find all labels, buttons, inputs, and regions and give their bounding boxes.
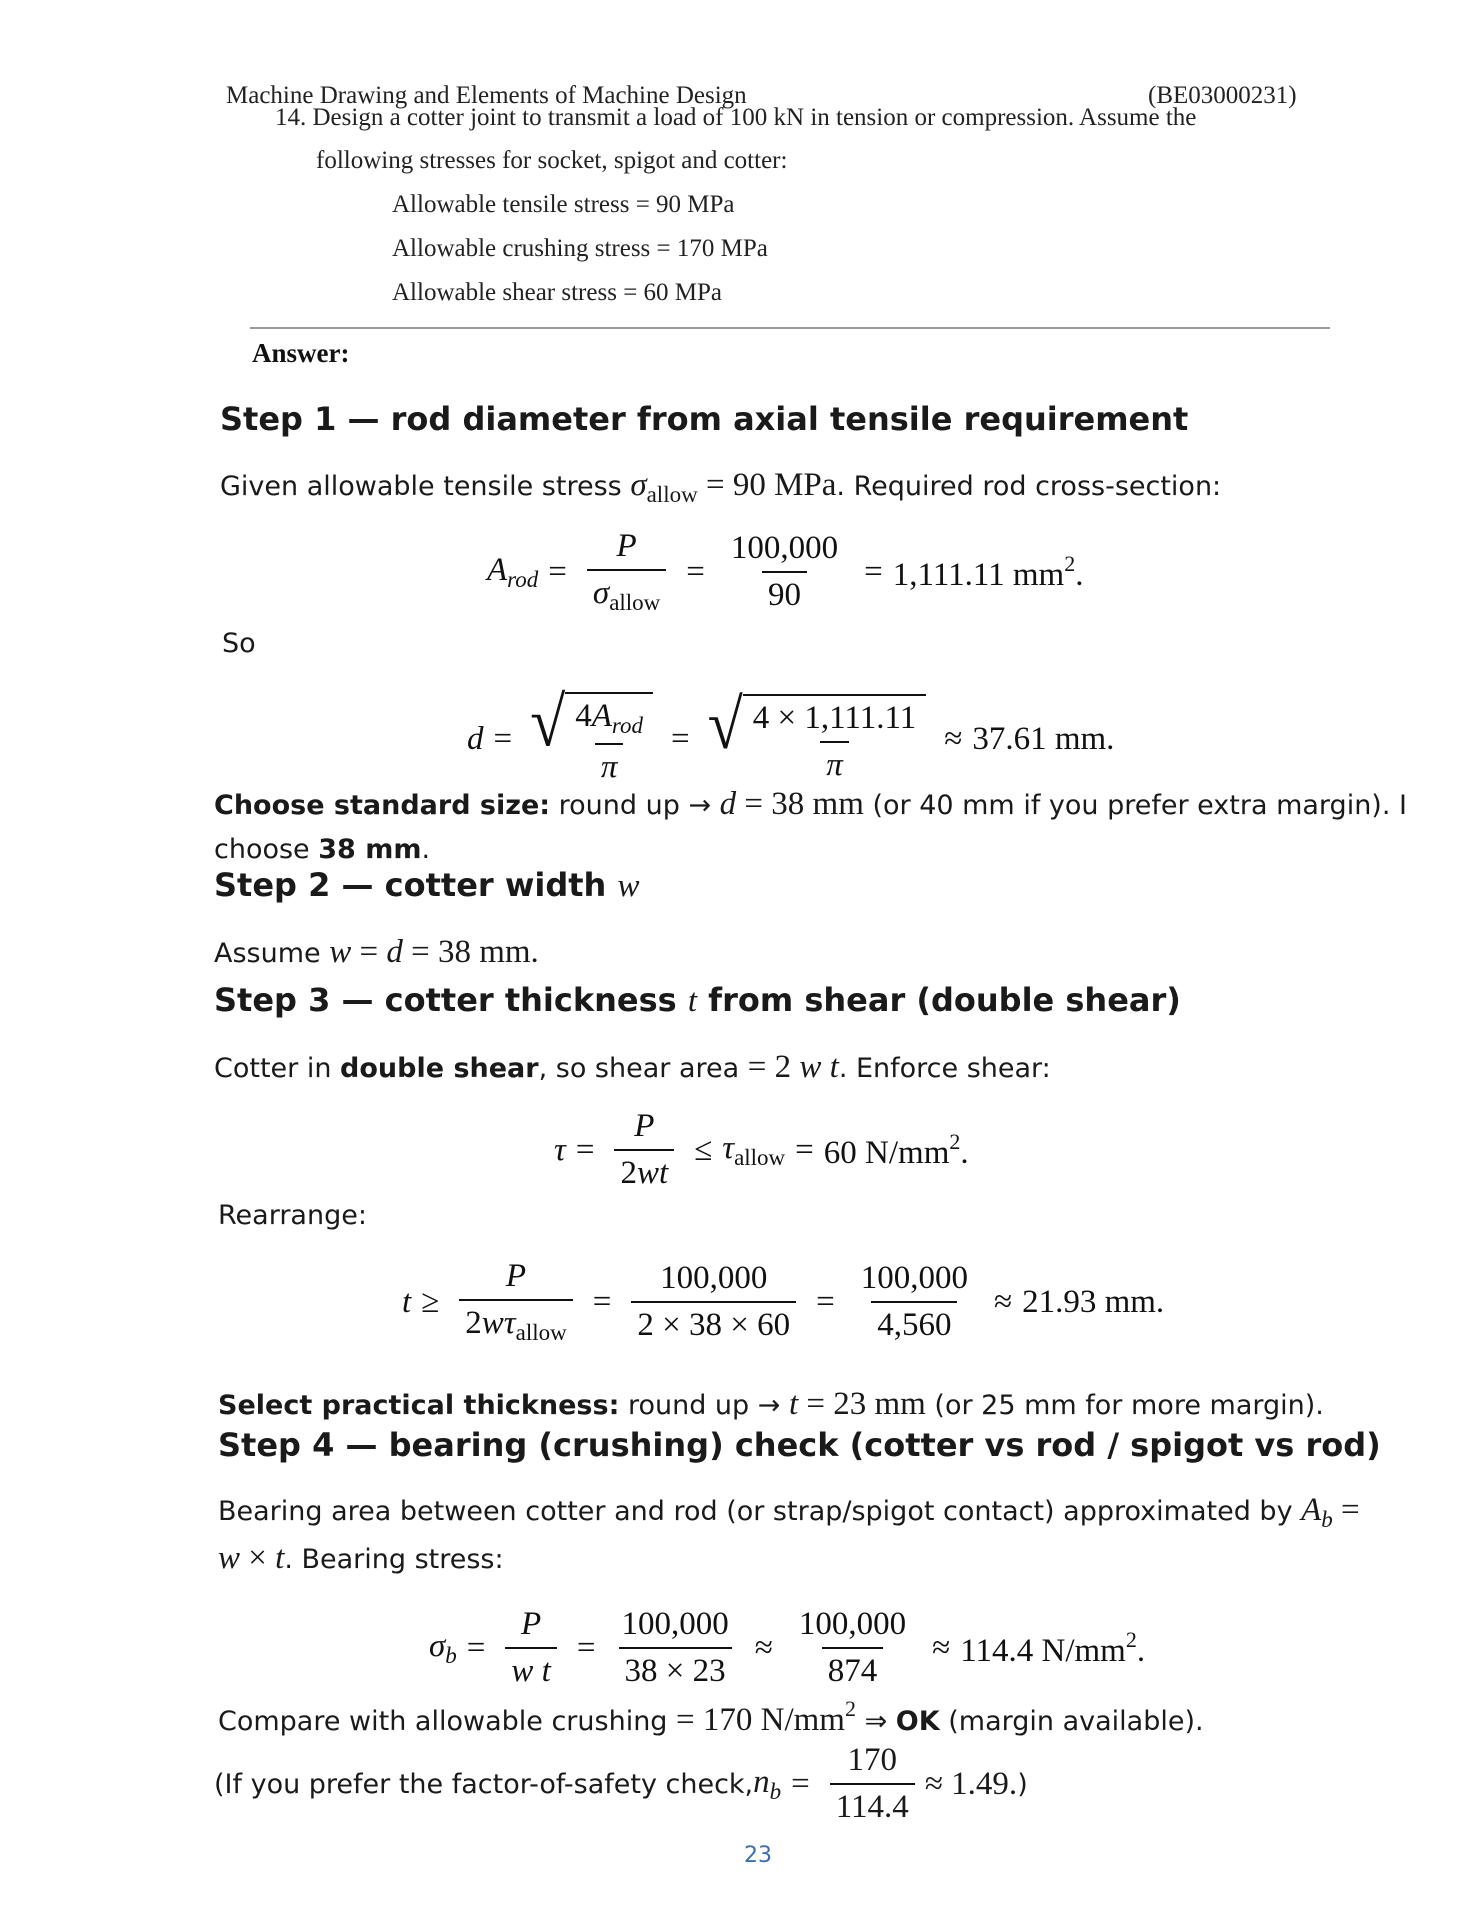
step2-heading: Step 2 — cotter width w xyxy=(214,866,640,904)
step2-assume: Assume w = d = 38 mm. xyxy=(214,934,539,970)
step3-intro: Cotter in double shear, so shear area = 2 w t. Enforce shear: xyxy=(214,1049,1051,1085)
stress-shear: Allowable shear stress = 60 MPa xyxy=(392,279,723,306)
course-title: Machine Drawing and Elements of Machine Design xyxy=(226,82,747,109)
factor-of-safety: (If you prefer the factor-of-safety check, $n_b$ = $\frac{170}{114.4}$ ≈ 1.49. ) xyxy=(214,1742,1028,1825)
step4-intro-line2: w × t. Bearing stress: xyxy=(218,1540,504,1576)
answer-label: Answer: xyxy=(252,338,350,368)
choose-standard-size: Choose standard size: round up → d = 38 mm (or 40 mm if you prefer extra margin). I xyxy=(214,786,1407,822)
equation-thickness: t ≥ $\frac{P}{2w\tau_{allow}}$ = $\frac{100,000}{2 \times 38 \times 60}$ = $\frac{100,000}{4,560}$ ≈ 21.93 mm. xyxy=(402,1258,1165,1345)
step4-intro-line1: Bearing area between cotter and rod (or strap/spigot contact) approximated by $A_b$ = xyxy=(218,1492,1360,1532)
step3-heading: Step 3 — cotter thickness t from shear (double shear) xyxy=(214,981,1181,1019)
equation-area-rod: $A_{rod}$ = $\frac{P}{\sigma_{allow}}$ = $\frac{100,000}{90}$ = 1,111.11 $mm^2$. xyxy=(487,528,1084,615)
divider xyxy=(250,327,1330,329)
course-code: (BE03000231) xyxy=(1148,82,1297,109)
so-label: So xyxy=(222,628,256,659)
question-line-1: 14. Design a cotter joint to transmit a load of 100 kN in tension or compression. Assume the xyxy=(275,104,1197,131)
select-practical-thickness: Select practical thickness: round up → t = 23 mm (or 25 mm for more margin). xyxy=(218,1386,1324,1422)
choose-line-2: choose 38 mm. xyxy=(214,834,431,865)
equation-bearing: $\sigma_b$ = $\frac{P}{\text{w t}}$ = $\frac{100,000}{38 \times 23}$ ≈ $\frac{100,000}{874}$ ≈ 114.4 $N/mm^2$. xyxy=(429,1606,1146,1689)
step4-heading: Step 4 — bearing (crushing) check (cotter vs rod / spigot vs rod) xyxy=(218,1426,1381,1464)
equation-diameter: d = √ $\frac{4A_{rod}}{\pi}$ = √ $\frac{4 \times 1,111.11}{\pi}$ ≈ 37.61 mm. xyxy=(467,682,1115,785)
step1-heading: Step 1 — rod diameter from axial tensile requirement xyxy=(220,400,1189,438)
step1-intro: Given allowable tensile stress $\sigma_{allow} = 90$ MPa. Required rod cross-section: xyxy=(220,467,1222,507)
compare-crushing: Compare with allowable crushing = 170 $N/mm^2$ ⇒ OK (margin available). xyxy=(218,1696,1204,1738)
rearrange-label: Rearrange: xyxy=(218,1200,367,1231)
stress-tensile: Allowable tensile stress = 90 MPa xyxy=(392,191,735,218)
equation-shear: τ = $\frac{P}{2wt}$ ≤ $\tau_{allow}$ = 60 $N/mm^2$. xyxy=(554,1108,969,1191)
stress-crushing: Allowable crushing stress = 170 MPa xyxy=(392,235,768,262)
question-line-2: following stresses for socket, spigot and cotter: xyxy=(316,147,788,174)
page-number: 23 xyxy=(744,1843,772,1868)
